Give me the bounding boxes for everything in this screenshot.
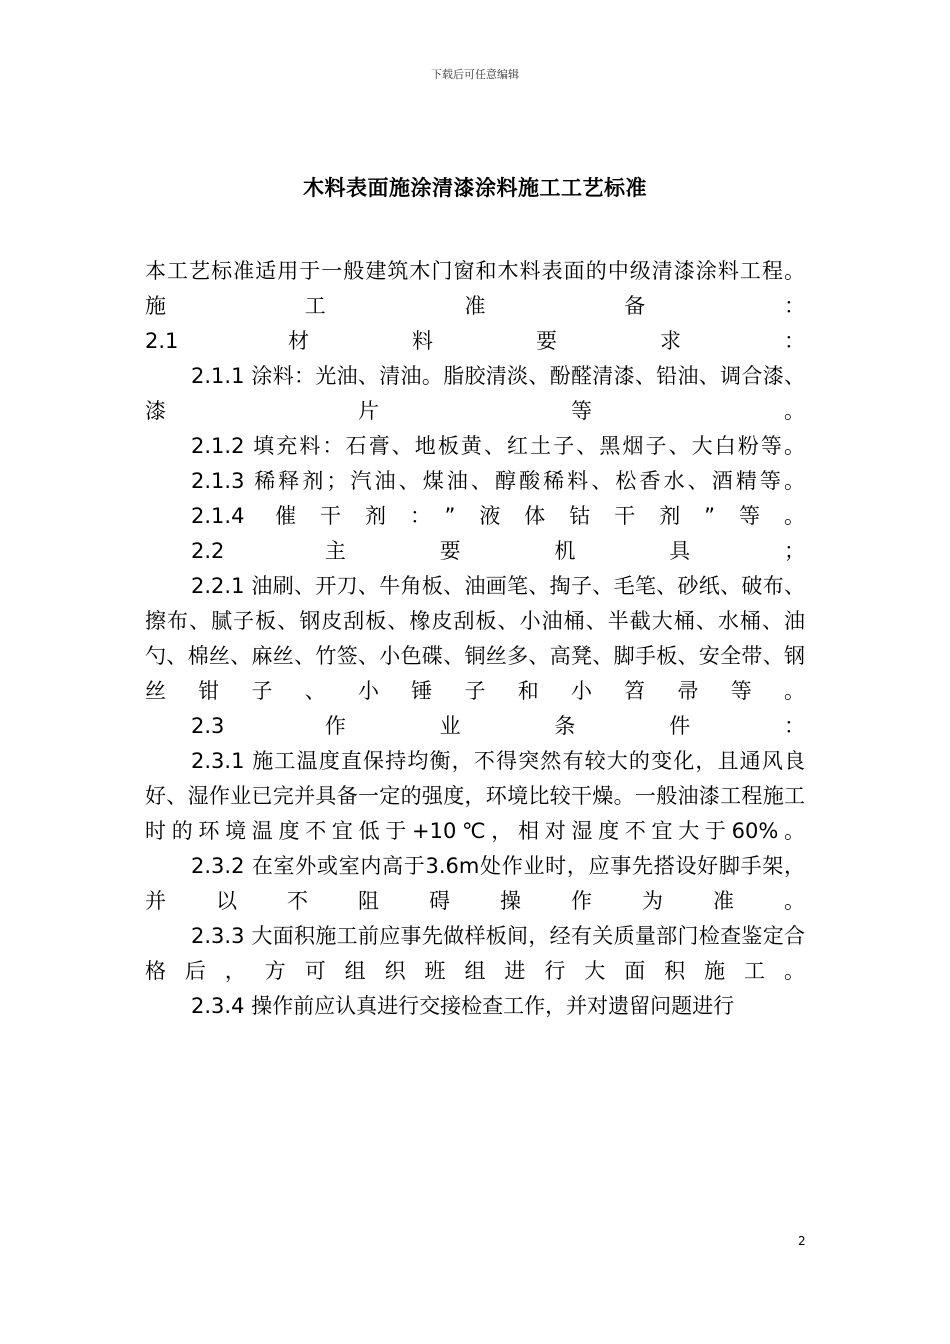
header-note: 下载后可任意编辑 — [431, 68, 519, 81]
paragraph-2-3-1: 2.3.1 施工温度直保持均衡，不得突然有较大的变化，且通风良好、湿作业已完并具备一定的强度，环境比较干燥。一般油漆工程施工时的环境温度不宜低于+10℃，相对湿度不宜大于60%。 — [145, 749, 805, 843]
paragraph-2-1-2: 2.1.2 填充料：石膏、地板黄、红土子、黑烟子、大白粉等。 — [191, 434, 805, 458]
paragraph-2-2: 2.2 主要机具； — [191, 539, 805, 563]
paragraph-2-1-1: 2.1.1 涂料：光油、清油。脂胶清淡、酚醛清漆、铅油、调合漆、漆片等。 — [145, 364, 805, 423]
paragraph-2-3: 2.3 作业条件： — [191, 714, 805, 738]
paragraph-2-3-4: 2.3.4 操作前应认真进行交接检查工作，并对遗留问题进行 — [191, 994, 735, 1018]
page-title: 木料表面施涂清漆涂料施工工艺标准 — [303, 176, 647, 200]
paragraph-2-3-2: 2.3.2 在室外或室内高于3.6m处作业时，应事先搭设好脚手架，并以不阻碍操作为准。 — [145, 854, 805, 913]
paragraph-2-2-1: 2.2.1 油刷、开刀、牛角板、油画笔、掏子、毛笔、砂纸、破布、擦布、腻子板、钢皮刮板、橡皮刮板、小油桶、半截大桶、水桶、油勺、棉丝、麻丝、竹签、小色碟、铜丝多、高凳、脚手板、安全带、钢丝钳子、小锤子和小笤帚等。 — [145, 574, 805, 703]
paragraph-scope: 本工艺标准适用于一般建筑木门窗和木料表面的中级清漆涂料工程。 — [145, 259, 805, 283]
document-body — [145, 254, 805, 1024]
paragraph-2-3-3: 2.3.3 大面积施工前应事先做样板间，经有关质量部门检查鉴定合格后，方可组织班组进行大面积施工。 — [145, 924, 805, 983]
paragraph-2-1-4: 2.1.4 催干剂：”液体钴干剂”等。 — [191, 504, 805, 528]
page-number: 2 — [798, 1234, 806, 1248]
paragraph-2-1: 2.1 材料要求： — [145, 329, 805, 353]
paragraph-preparation: 施工准备： — [145, 294, 805, 318]
paragraph-2-1-3: 2.1.3 稀释剂；汽油、煤油、醇酸稀料、松香水、酒精等。 — [191, 469, 805, 493]
